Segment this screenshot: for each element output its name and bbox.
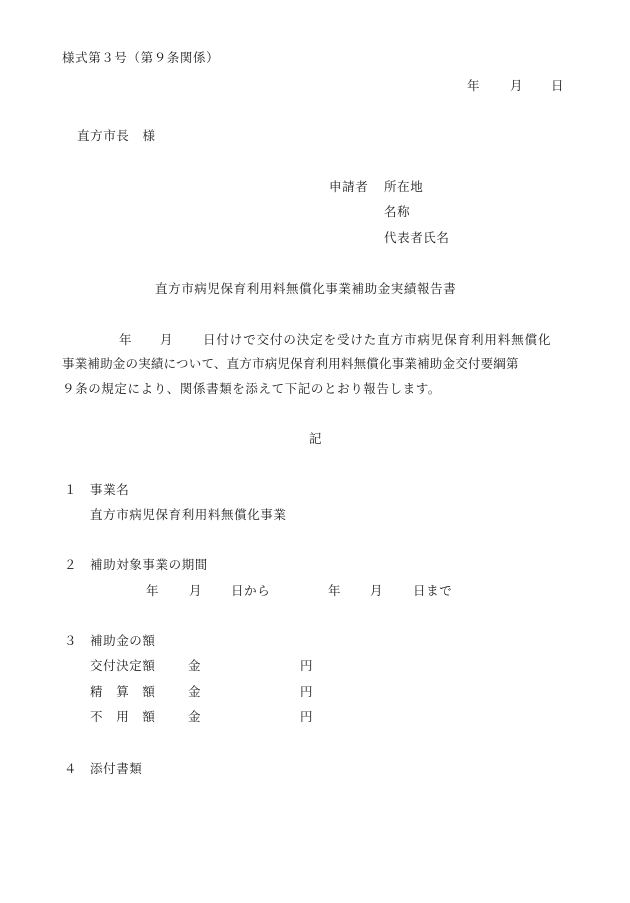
body-year-label: 年: [119, 332, 133, 347]
section-3-number: ３: [64, 633, 78, 648]
date-year-label: 年: [467, 78, 481, 93]
section-2-title: 補助対象事業の期間: [90, 557, 208, 572]
body-month-label: 月: [160, 332, 174, 347]
applicant-representative-label: 代表者氏名: [384, 230, 450, 245]
applicant-label: 申請者: [329, 179, 369, 194]
section-3-title: 補助金の額: [90, 633, 156, 648]
period-to-month: 月: [370, 583, 384, 598]
period-to-day: 日まで: [413, 583, 453, 598]
section-1-title: 事業名: [90, 482, 130, 497]
period-from-day: 日から: [231, 583, 271, 598]
section-4-number: ４: [64, 761, 78, 776]
document-title: 直方市病児保育利用料無償化事業補助金実績報告書: [155, 281, 457, 296]
period-from-year: 年: [146, 583, 160, 598]
section-4-title: 添付書類: [90, 761, 143, 776]
section-1-number: １: [64, 482, 78, 497]
amount-row-yen: 円: [300, 658, 314, 673]
period-to-year: 年: [328, 583, 342, 598]
amount-row-kin: 金: [188, 684, 202, 699]
amount-row-yen: 円: [300, 709, 314, 724]
amount-row-yen: 円: [300, 684, 314, 699]
date-day-label: 日: [551, 78, 565, 93]
applicant-address-label: 所在地: [384, 179, 424, 194]
applicant-name-label: 名称: [384, 204, 411, 219]
addressee: 直方市長 様: [77, 128, 156, 143]
amount-row-kin: 金: [188, 658, 202, 673]
body-line-3: ９条の規定により、関係書類を添えて下記のとおり報告します。: [62, 381, 441, 396]
amount-row-label: 交付決定額: [90, 658, 156, 673]
section-1-value: 直方市病児保育利用料無償化事業: [90, 507, 287, 522]
amount-row-label: 不 用 額: [90, 709, 156, 724]
body-line-2: 事業補助金の実績について、直方市病児保育利用料無償化事業補助金交付要綱第: [62, 356, 519, 371]
body-line-1: 日付けで交付の決定を受けた直方市病児保育利用料無償化: [203, 332, 552, 347]
amount-row-label: 精 算 額: [90, 684, 156, 699]
period-from-month: 月: [189, 583, 203, 598]
section-2-number: ２: [64, 557, 78, 572]
form-number: 様式第３号（第９条関係）: [62, 50, 220, 65]
date-month-label: 月: [510, 78, 524, 93]
amount-row-kin: 金: [188, 709, 202, 724]
ki-label: 記: [309, 431, 323, 446]
